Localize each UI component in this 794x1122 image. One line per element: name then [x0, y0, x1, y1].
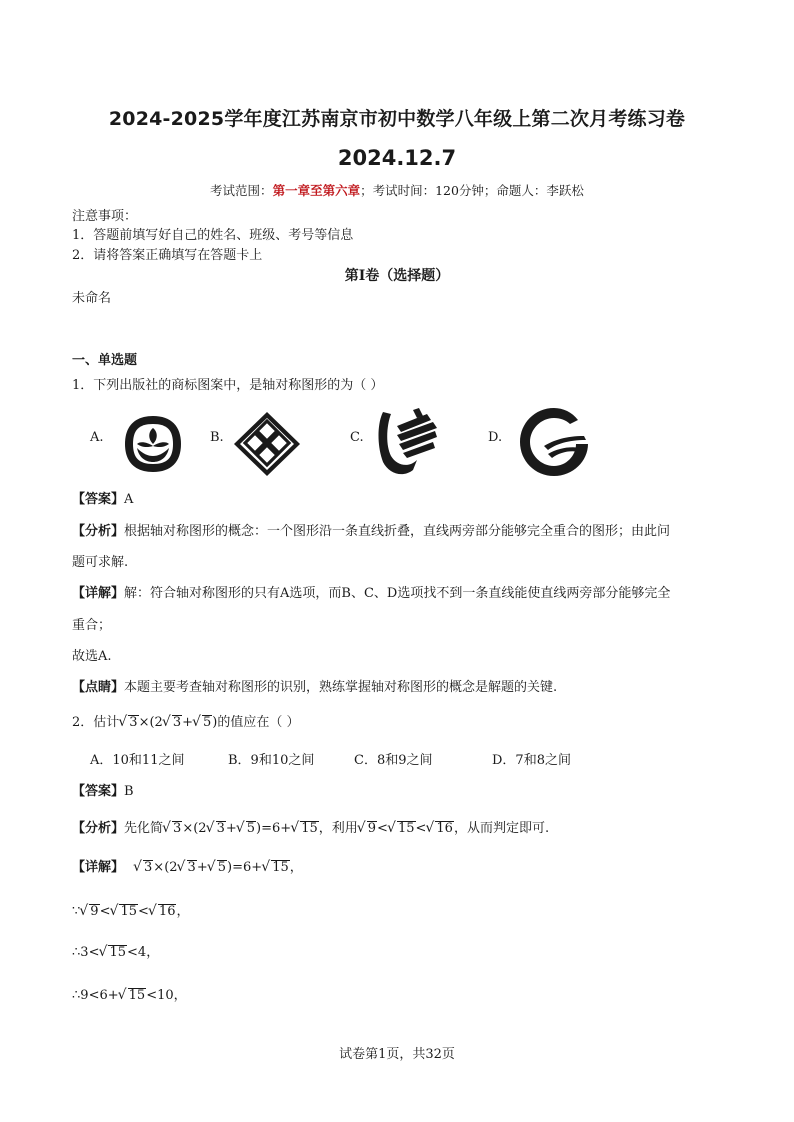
times-sign: × [153, 860, 165, 875]
num-6: 6 [99, 988, 108, 1003]
q1-answer-value: A [124, 492, 134, 507]
q1-answer-tag: 【答案】 [72, 492, 125, 507]
part-title: 第I卷（选择题） [344, 268, 450, 284]
num-6: 6 [272, 821, 281, 836]
q1-answer [72, 488, 133, 507]
section-title: 一、单选题 [72, 353, 138, 368]
lt-sign: < [88, 945, 100, 960]
times-sign: × [138, 715, 150, 730]
q2-choice-b: B．9和10之间 [228, 753, 315, 768]
q1-detail [72, 582, 670, 601]
q2-choice-a: A．10和11之间 [90, 753, 185, 768]
comma: ， [289, 860, 303, 875]
radicand: 15 [272, 860, 289, 875]
q1-detail-text-1: 解：符合轴对称图形的只有A选项，而B、C、D选项找不到一条直线能使直线两旁部分能够完全 [124, 586, 671, 601]
meta-range: 第一章至第六章 [272, 183, 361, 198]
radicand: 3 [144, 860, 153, 875]
sqrt-15 [292, 821, 319, 836]
q1-detail-text-3: 故选A. [72, 649, 112, 664]
q2-step-therefore-1 [72, 941, 159, 960]
sqrt-15 [100, 945, 127, 960]
comma: ， [146, 945, 160, 960]
logo-b-icon [232, 410, 302, 478]
radicand: 15 [109, 945, 127, 960]
plus-sign: + [251, 860, 263, 875]
sqrt-5 [209, 860, 227, 875]
sqrt-5 [238, 821, 256, 836]
radicand: 3 [216, 821, 225, 836]
page-title: 2024-2025学年度江苏南京市初中数学八年级上第二次月考练习卷 [108, 108, 686, 130]
sqrt-15 [111, 904, 138, 919]
lt-sign: < [127, 945, 138, 960]
q2-stem-pre: 2．估计 [72, 715, 120, 730]
radicand: 15 [397, 821, 415, 836]
plus-sign: + [280, 821, 292, 836]
sqrt-3-a [120, 715, 138, 730]
q1-analysis-tag: 【分析】 [72, 524, 125, 539]
sqrt-15 [120, 988, 147, 1003]
plus-sign: + [182, 715, 193, 730]
sqrt-15 [389, 821, 416, 836]
q2-answer-tag: 【答案】 [72, 784, 125, 799]
note-item-2: 2．请将答案正确填写在答题卡上 [72, 248, 263, 263]
lparen: (2 [193, 821, 207, 836]
num-6: 6 [243, 860, 252, 875]
q1-detail-text-2: 重合； [72, 618, 112, 633]
radicand: 5 [203, 715, 212, 730]
times-sign: × [182, 821, 194, 836]
sqrt-15 [263, 860, 290, 875]
q1-analysis-text-2: 题可求解. [72, 555, 129, 570]
lt-sign: < [88, 988, 100, 1003]
comma: ， [173, 988, 187, 1003]
lt-sign: < [415, 821, 427, 836]
q1-comment-tag: 【点睛】 [72, 680, 125, 695]
radicand: 5 [217, 860, 227, 875]
q2-stem [72, 711, 300, 730]
q1-stem: 1．下列出版社的商标图案中，是轴对称图形的为（ ） [72, 378, 384, 393]
lt-sign: < [146, 988, 158, 1003]
rparen: ) [256, 821, 262, 836]
q1-comment-text: 本题主要考查轴对称图形的识别，熟练掌握轴对称图形的概念是解题的关键. [124, 680, 558, 695]
sqrt-3-b [164, 715, 182, 730]
plus-sign: + [225, 821, 237, 836]
eq-sign: = [232, 860, 243, 875]
q1-analysis [72, 520, 670, 539]
notes-title: 注意事项： [72, 209, 138, 224]
q2-choice-d: D．7和8之间 [492, 753, 571, 768]
q1-analysis-text-1: 根据轴对称图形的概念：一个图形沿一条直线折叠，直线两旁部分能够完全重合的图形；由此问 [124, 524, 671, 539]
q1-detail-tag: 【详解】 [72, 586, 125, 601]
page-footer: 试卷第1页，共32页 [339, 1047, 455, 1062]
q2-analysis [72, 817, 549, 836]
plus-sign: + [107, 988, 119, 1003]
sqrt-9 [359, 821, 377, 836]
num-9: 9 [80, 988, 89, 1003]
radicand: 16 [436, 821, 453, 836]
lt-sign: < [99, 904, 111, 919]
q1-comment [72, 676, 557, 695]
therefore-sign: ∴ [72, 945, 81, 960]
rparen: ) [212, 715, 218, 730]
radicand: 9 [90, 904, 99, 919]
q1-option-d-label: D. [488, 430, 503, 445]
q2-analysis-tag: 【分析】 [72, 821, 125, 836]
radicand: 3 [172, 715, 182, 730]
q2-answer-value: B [124, 784, 134, 799]
sqrt-16 [427, 821, 454, 836]
comma: ， [176, 904, 190, 919]
q2-choices [90, 749, 571, 768]
logo-d-icon [518, 406, 590, 478]
q1-option-c-label: C. [350, 430, 364, 445]
q2-answer [72, 780, 134, 799]
q2-step-because [72, 900, 189, 919]
radicand: 9 [367, 821, 377, 836]
therefore-sign: ∴ [72, 988, 81, 1003]
q2-analysis-mid: ，利用 [318, 821, 358, 836]
lparen: (2 [149, 715, 163, 730]
exam-date: 2024.12.7 [337, 146, 457, 170]
logo-c-icon [373, 406, 443, 482]
sqrt-5 [194, 715, 212, 730]
radicand: 15 [128, 988, 146, 1003]
q2-analysis-pre: 先化简 [124, 821, 164, 836]
lt-sign: < [377, 821, 388, 836]
sqrt-9 [81, 904, 99, 919]
num-4: 4 [137, 945, 147, 960]
because-sign: ∵ [72, 904, 81, 919]
note-item-1: 1．答题前填写好自己的姓名、班级、考号等信息 [72, 228, 354, 243]
sqrt-3-d [208, 821, 226, 836]
sqrt-3-c [164, 821, 182, 836]
radicand: 15 [301, 821, 318, 836]
radicand: 5 [246, 821, 256, 836]
q2-choice-c: C．8和9之间 [354, 753, 433, 768]
exam-meta [0, 181, 794, 199]
plus-sign: + [196, 860, 208, 875]
q2-step-therefore-2 [72, 984, 187, 1003]
lparen: (2 [164, 860, 178, 875]
q2-detail [72, 856, 303, 875]
meta-prefix: 考试范围： [210, 183, 273, 198]
unnamed-label: 未命名 [72, 291, 112, 306]
sqrt-3-e [135, 860, 153, 875]
q1-option-b-label: B. [210, 430, 224, 445]
meta-rest: ；考试时间：120分钟；命题人：李跃松 [360, 183, 584, 198]
sqrt-16 [150, 904, 177, 919]
q1-option-a-label: A. [90, 430, 104, 445]
logo-a-icon [123, 414, 183, 474]
radicand: 16 [158, 904, 176, 919]
q2-detail-tag: 【详解】 [72, 860, 125, 875]
num-10: 10 [157, 988, 174, 1003]
num-3: 3 [80, 945, 89, 960]
q2-analysis-post: ，从而判定即可. [453, 821, 550, 836]
radicand: 3 [173, 821, 182, 836]
radicand: 3 [129, 715, 138, 730]
radicand: 3 [187, 860, 196, 875]
radicand: 15 [120, 904, 138, 919]
eq-sign: = [261, 821, 273, 836]
sqrt-3-f [179, 860, 197, 875]
q2-stem-post: 的值应在（ ） [217, 715, 300, 730]
rparen: ) [227, 860, 233, 875]
lt-sign: < [138, 904, 149, 919]
q1-options [90, 408, 650, 478]
